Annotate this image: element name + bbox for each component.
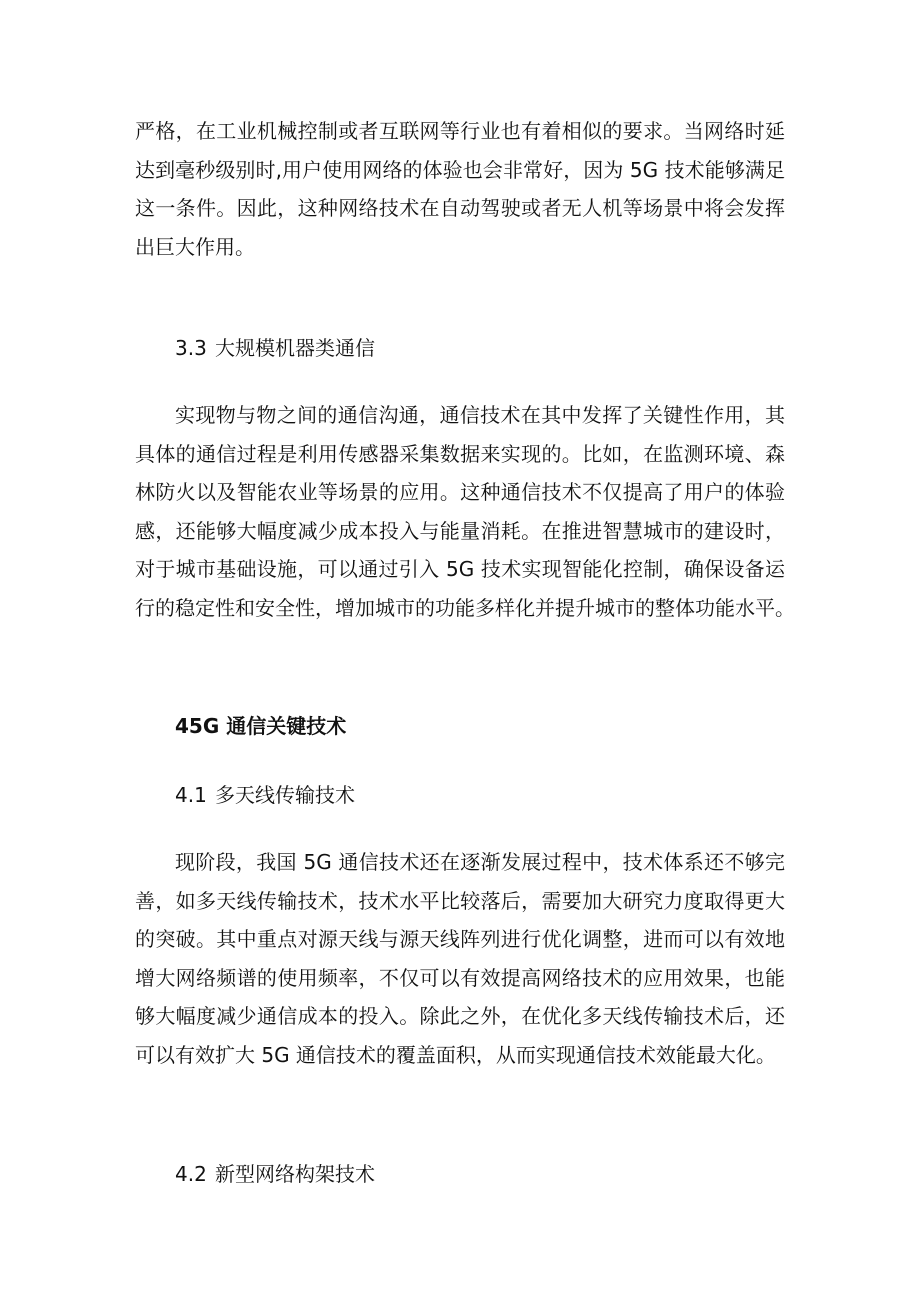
paragraph-line: 严格，在工业机械控制或者互联网等行业也有着相似的要求。当网络时延 (135, 119, 785, 143)
section-number: 3.3 (175, 336, 207, 360)
paragraph-machine-communication (135, 396, 795, 627)
chapter-heading-4 (175, 707, 346, 745)
section-heading-4-2 (175, 1155, 375, 1193)
paragraph-line: 这一条件。因此，这种网络技术在自动驾驶或者无人机等场景中将会发挥 (135, 196, 785, 220)
paragraph-line: 实现物与物之间的通信沟通，通信技术在其中发挥了关键性作用，其 (175, 403, 785, 427)
section-title: 大规模机器类通信 (215, 336, 375, 360)
section-heading-4-1 (175, 776, 355, 814)
paragraph-line: 的突破。其中重点对源天线与源天线阵列进行优化调整，进而可以有效地 (135, 927, 785, 951)
paragraph-line: 达到毫秒级别时,用户使用网络的体验也会非常好，因为 5G 技术能够满足 (135, 157, 785, 182)
paragraph-multi-antenna (135, 843, 785, 1074)
chapter-title: 45G 通信关键技术 (175, 714, 347, 738)
paragraph-line: 现阶段，我国 5G 通信技术还在逐渐发展过程中，技术体系还不够完 (175, 850, 785, 874)
section-heading-3-3 (175, 329, 375, 367)
paragraph-line: 出巨大作用。 (135, 234, 255, 259)
paragraph-line: 增大网络频谱的使用频率，不仅可以有效提高网络技术的应用效果，也能 (135, 965, 785, 990)
paragraph-line: 对于城市基础设施，可以通过引入 5G 技术实现智能化控制，确保设备运 (135, 557, 785, 581)
paragraph-line: 林防火以及智能农业等场景的应用。这种通信技术不仅提高了用户的体验 (135, 480, 785, 504)
paragraph-line: 具体的通信过程是利用传感器采集数据来实现的。比如，在监测环境、森 (135, 441, 785, 466)
paragraph-line: 善，如多天线传输技术，技术水平比较落后，需要加大研究力度取得更大 (135, 888, 785, 913)
section-number: 4.1 (175, 783, 207, 807)
section-number: 4.2 (175, 1162, 207, 1186)
paragraph-line: 够大幅度减少通信成本的投入。除此之外，在优化多天线传输技术后，还 (135, 1004, 785, 1028)
section-title: 新型网络构架技术 (215, 1162, 375, 1186)
paragraph-line: 可以有效扩大 5G 通信技术的覆盖面积，从而实现通信技术效能最大化。 (135, 1042, 776, 1067)
paragraph-line: 行的稳定性和安全性，增加城市的功能多样化并提升城市的整体功能水平。 (135, 595, 795, 620)
paragraph-line: 感，还能够大幅度减少成本投入与能量消耗。在推进智慧城市的建设时， (135, 518, 785, 543)
section-title: 多天线传输技术 (215, 783, 355, 807)
paragraph-latency (135, 112, 785, 266)
